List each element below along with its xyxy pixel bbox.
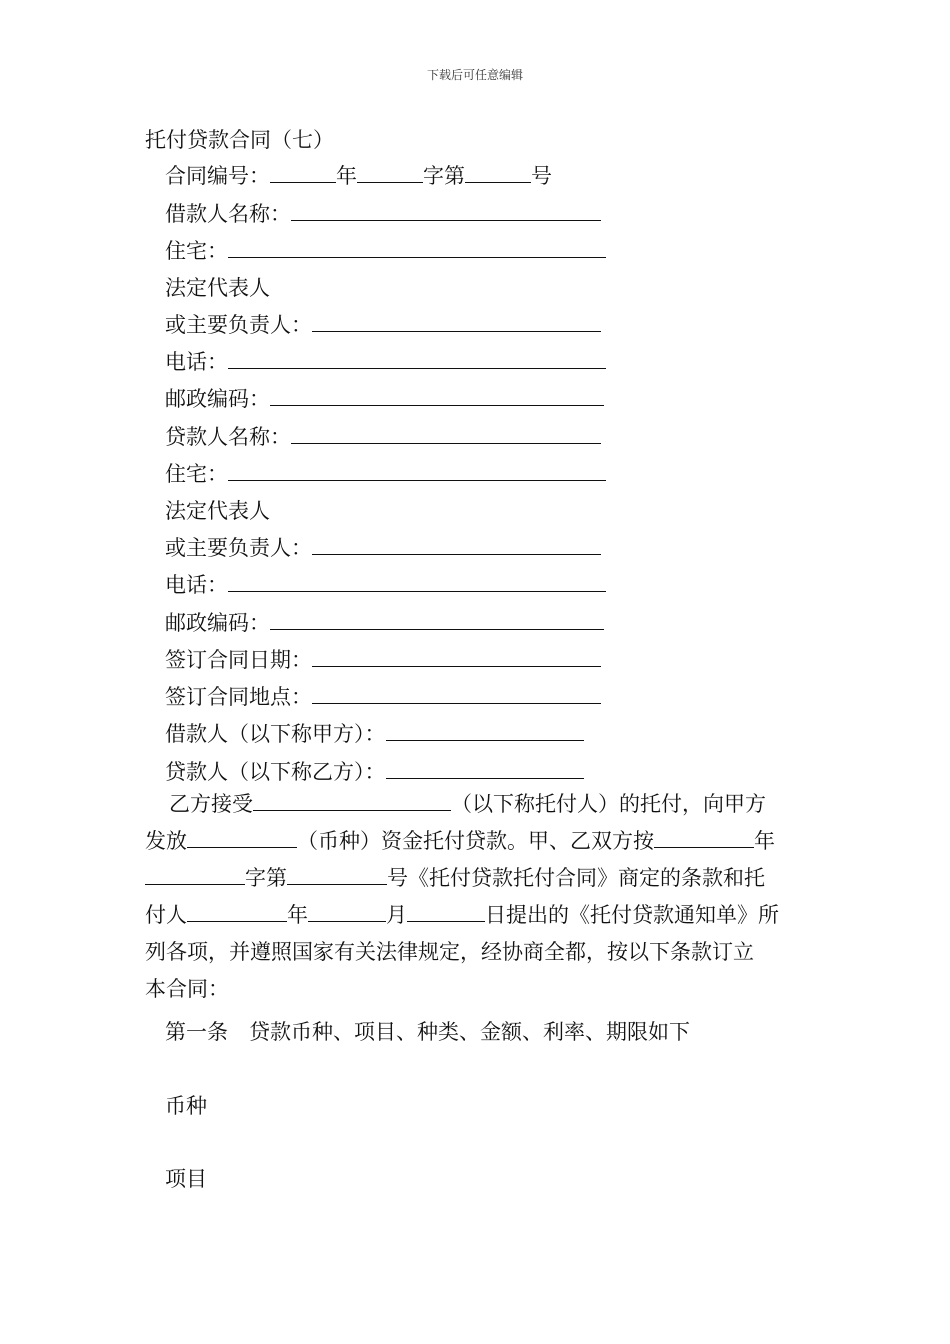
party-b-blank[interactable] [386,760,584,779]
contract-year-blank[interactable] [270,164,336,183]
borrower-principal-blank[interactable] [312,313,601,332]
year-label: 年 [336,164,357,188]
trustor-blank[interactable] [253,794,451,811]
paragraph-text: 乙方接受 [169,792,253,816]
lender-principal-blank[interactable] [312,536,601,555]
field-label: 贷款人名称： [165,425,291,449]
borrower-postcode-line [165,383,604,413]
entrust-year-blank[interactable] [654,831,754,848]
lender-principal-line [165,532,601,562]
paragraph-text: 年 [754,829,775,853]
lender-phone-blank[interactable] [228,573,606,592]
field-label: 签订合同日期： [165,648,312,672]
page-header: 下载后可任意编辑 [426,68,523,82]
paragraph-text: 号《托付贷款托付合同》商定的条款和托 [387,866,765,890]
lender-postcode-line [165,607,604,637]
borrower-name-line [165,198,601,228]
currency-blank[interactable] [187,831,297,848]
zi-label: 字第 [423,164,465,188]
lender-legal-rep-line [165,495,270,525]
paragraph-text: 字第 [245,866,287,890]
entrust-number-blank[interactable] [287,868,387,885]
contract-number-label: 合同编号： [165,164,270,188]
field-label: 法定代表人 [165,499,270,523]
field-label: 或主要负责人： [165,536,312,560]
paragraph-text: 列各项，并遵照国家有关法律规定，经协商全都，按以下条款订立 [145,940,754,964]
paragraph-text: （币种）资金托付贷款。甲、乙双方按 [297,829,654,853]
field-label: 邮政编码： [165,387,270,411]
party-b-line [165,756,584,786]
paragraph-line [145,823,805,860]
paragraph-text: 本合同： [145,977,229,1001]
borrower-name-blank[interactable] [291,202,601,221]
borrower-legal-rep-line [165,272,270,302]
paragraph-line [145,971,805,1008]
borrower-address-line [165,235,606,265]
hao-label: 号 [531,164,552,188]
paragraph-text: 月 [386,903,407,927]
party-a-blank[interactable] [386,722,584,741]
document-title: 托付贷款合同（七） [145,128,334,152]
paragraph-line [145,860,805,897]
lender-address-line [165,458,606,488]
field-label: 邮政编码： [165,611,270,635]
article-1-heading: 第一条 贷款币种、项目、种类、金额、利率、期限如下 [165,1020,690,1044]
paragraph-text: 发放 [145,829,187,853]
contract-number-line [165,160,552,190]
paragraph-text: 年 [287,903,308,927]
lender-name-line [165,421,601,451]
paragraph-line [145,934,805,971]
field-label: 签订合同地点： [165,685,312,709]
field-label: 住宅： [165,462,228,486]
sign-place-blank[interactable] [312,685,601,704]
field-label: 电话： [165,350,228,374]
field-label: 或主要负责人： [165,313,312,337]
item-project-label: 项目 [165,1167,207,1191]
notice-day-blank[interactable] [407,905,485,922]
paragraph-text: 日提出的《托付贷款通知单》所 [485,903,779,927]
contract-number-blank[interactable] [465,164,531,183]
field-label: 借款人名称： [165,202,291,226]
paragraph-text: （以下称托付人）的托付，向甲方 [451,792,766,816]
entrust-zi-blank[interactable] [145,868,245,885]
notice-year-blank[interactable] [187,905,287,922]
contract-zi-blank[interactable] [357,164,423,183]
paragraph-line [145,786,805,823]
sign-place-line [165,681,601,711]
field-label: 贷款人（以下称乙方）： [165,760,386,784]
sign-date-line [165,644,601,674]
preamble-paragraph [145,786,805,1008]
paragraph-text: 付人 [145,903,187,927]
field-label: 借款人（以下称甲方）： [165,722,386,746]
party-a-line [165,718,584,748]
lender-address-blank[interactable] [228,462,606,481]
lender-postcode-blank[interactable] [270,611,604,630]
field-label: 法定代表人 [165,276,270,300]
borrower-postcode-blank[interactable] [270,387,604,406]
field-label: 住宅： [165,239,228,263]
borrower-address-blank[interactable] [228,239,606,258]
borrower-phone-blank[interactable] [228,350,606,369]
lender-phone-line [165,569,606,599]
item-currency-label: 币种 [165,1094,207,1118]
borrower-principal-line [165,309,601,339]
borrower-phone-line [165,346,606,376]
lender-name-blank[interactable] [291,425,601,444]
field-label: 电话： [165,573,228,597]
notice-month-blank[interactable] [308,905,386,922]
paragraph-line [145,897,805,934]
sign-date-blank[interactable] [312,648,601,667]
